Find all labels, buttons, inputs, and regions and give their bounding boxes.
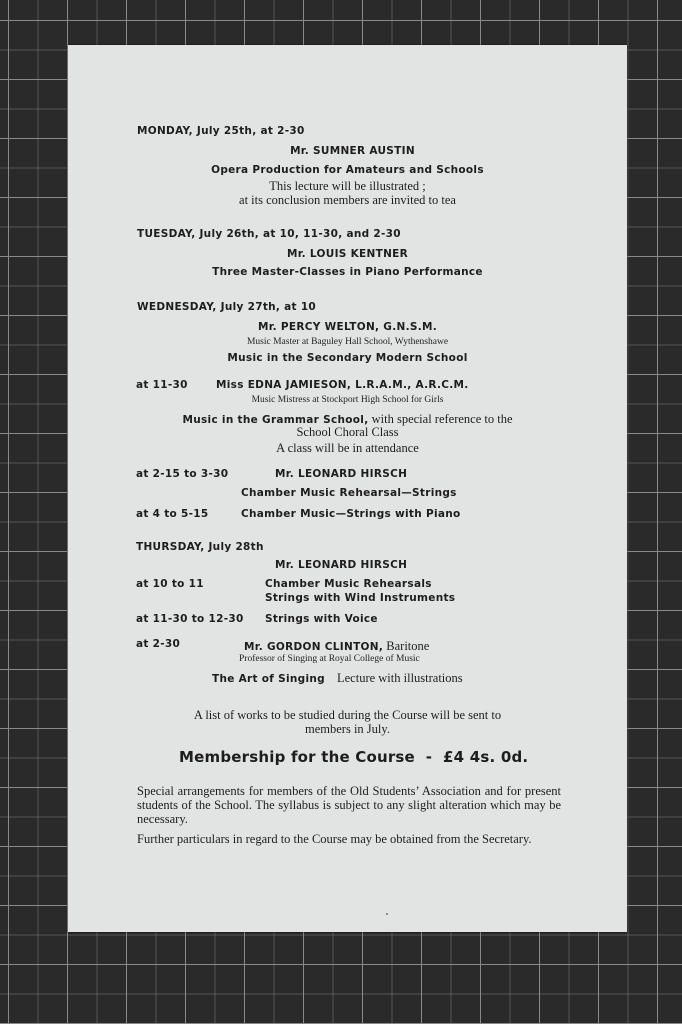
- tuesday-heading: TUESDAY, July 26th, at 10, 11-30, and 2-30: [137, 228, 401, 240]
- wednesday-topic-4: Chamber Music—Strings with Piano: [241, 508, 461, 520]
- wednesday-speaker-2: Miss EDNA JAMIESON, L.R.A.M., A.R.C.M.: [216, 379, 469, 391]
- thursday-time-3: at 2-30: [136, 638, 181, 650]
- wednesday-speaker-1: Mr. PERCY WELTON, G.N.S.M.: [257, 321, 438, 333]
- thursday-topic-1-line-1: Chamber Music Rehearsals: [265, 578, 432, 590]
- works-note-line-1: A list of works to be studied during the Course will be sent to: [193, 708, 502, 722]
- monday-note-2: at its conclusion members are invited to tea: [239, 193, 456, 207]
- thursday-heading: THURSDAY, July 28th: [136, 541, 264, 553]
- paper-speck: [386, 913, 388, 915]
- programme-sheet: [68, 45, 627, 932]
- tuesday-topic: Three Master-Classes in Piano Performance: [212, 266, 483, 278]
- monday-topic: Opera Production for Amateurs and Schools: [211, 164, 484, 176]
- special-arrangements-paragraph: Special arrangements for members of the Old Students’ Association and for present students of the School. The syllabus is subject to any slight alteration which may be necessary.: [137, 784, 561, 826]
- wednesday-role-1: Music Master at Baguley Hall School, Wythenshawe: [246, 337, 449, 347]
- wednesday-time-2: at 11-30: [136, 379, 188, 391]
- wednesday-speaker-3: Mr. LEONARD HIRSCH: [275, 468, 408, 480]
- wednesday-topic-1: Music in the Secondary Modern School: [227, 352, 468, 364]
- thursday-speaker-3-rest: Baritone: [383, 639, 430, 653]
- membership-fee: Membership for the Course - £4 4s. 0d.: [179, 748, 529, 766]
- thursday-time-2: at 11-30 to 12-30: [136, 613, 244, 625]
- thursday-speaker-3: [244, 637, 429, 655]
- wednesday-topic-2-line-2: School Choral Class: [296, 425, 399, 439]
- further-particulars-paragraph: Further particulars in regard to the Course may be obtained from the Secretary.: [137, 832, 532, 846]
- thursday-topic-3: [212, 669, 463, 687]
- monday-note-1: This lecture will be illustrated ;: [269, 179, 426, 193]
- monday-heading: MONDAY, July 25th, at 2-30: [137, 125, 305, 137]
- wednesday-heading: WEDNESDAY, July 27th, at 10: [137, 301, 317, 313]
- wednesday-topic-2-note: A class will be in attendance: [276, 441, 419, 455]
- wednesday-time-4: at 4 to 5-15: [136, 508, 209, 520]
- wednesday-role-2: Music Mistress at Stockport High School for Girls: [251, 395, 444, 405]
- thursday-speaker-3-bold: Mr. GORDON CLINTON,: [244, 641, 384, 653]
- thursday-time-1: at 10 to 11: [136, 578, 204, 590]
- wednesday-time-3: at 2-15 to 3-30: [136, 468, 229, 480]
- monday-speaker: Mr. SUMNER AUSTIN: [290, 145, 415, 157]
- wednesday-topic-2-rest: with special reference to the: [368, 412, 513, 426]
- thursday-speaker-1: Mr. LEONARD HIRSCH: [275, 559, 408, 571]
- thursday-topic-1-line-2: Strings with Wind Instruments: [265, 592, 456, 604]
- thursday-topic-2: Strings with Voice: [265, 613, 378, 625]
- works-note-line-2: members in July.: [305, 722, 390, 736]
- thursday-topic-3-bold: The Art of Singing: [212, 673, 325, 685]
- thursday-role-3: Professor of Singing at Royal College of Music: [239, 654, 420, 664]
- thursday-topic-3-rest: Lecture with illustrations: [336, 671, 463, 685]
- tuesday-speaker: Mr. LOUIS KENTNER: [286, 248, 409, 260]
- wednesday-topic-2-bold: Music in the Grammar School,: [182, 414, 369, 426]
- wednesday-topic-3: Chamber Music Rehearsal—Strings: [241, 487, 457, 499]
